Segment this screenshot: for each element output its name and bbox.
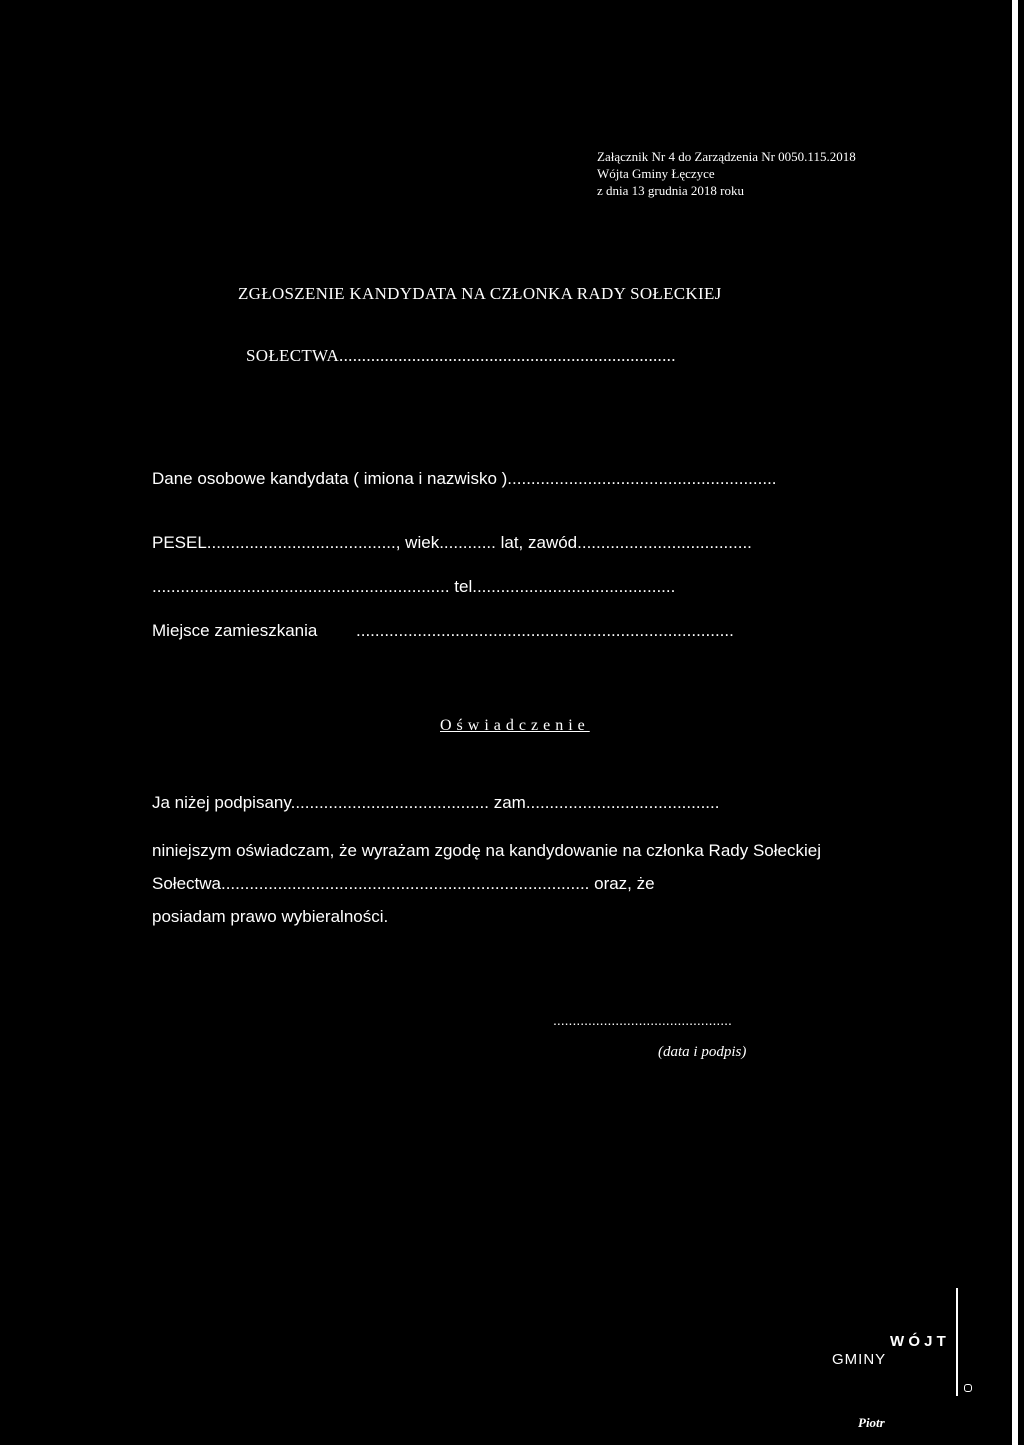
declaration-line-2: niniejszym oświadczam, że wyrażam zgodę na kandydowanie na członka Rady Sołeckiej bbox=[152, 841, 821, 860]
pesel-line: PESEL........................................, wiek............ lat, zawód..................................... bbox=[152, 533, 752, 552]
attachment-note-line1: Załącznik Nr 4 do Zarządzenia Nr 0050.115.2018 bbox=[597, 149, 856, 164]
stamp-mark bbox=[964, 1384, 972, 1392]
stamp-line-2: GMINY bbox=[832, 1351, 887, 1368]
attachment-note-line3: z dnia 13 grudnia 2018 roku bbox=[597, 183, 744, 198]
declaration-line-4: posiadam prawo wybieralności. bbox=[152, 907, 389, 926]
declaration-line-3: Sołectwa.............................................................................. oraz, że bbox=[152, 874, 655, 893]
solectwo-line: SOŁECTWA.......................................................................... bbox=[246, 346, 676, 365]
signature-dots: .............................................. bbox=[553, 1012, 732, 1028]
declaration-line-1: Ja niżej podpisany.......................................... zam......................................... bbox=[152, 793, 720, 812]
phone-line: ............................................................... tel........................................... bbox=[152, 577, 676, 596]
residence-label: Miejsce zamieszkania bbox=[152, 621, 318, 640]
stamp-vertical-rule bbox=[956, 1288, 958, 1396]
scan-edge-right bbox=[1012, 0, 1018, 1445]
declaration-heading: Oświadczenie bbox=[440, 717, 590, 734]
document-title: ZGŁOSZENIE KANDYDATA NA CZŁONKA RADY SOŁECKIEJ bbox=[238, 284, 722, 303]
stamp-line-1: W Ó J T bbox=[890, 1333, 946, 1350]
residence-dots: ................................................................................ bbox=[356, 621, 734, 640]
signature-caption: (data i podpis) bbox=[658, 1044, 747, 1060]
personal-data-line: Dane osobowe kandydata ( imiona i nazwisko )......................................................... bbox=[152, 469, 777, 488]
attachment-note-line2: Wójta Gminy Łęczyce bbox=[597, 166, 715, 181]
stamp-line-3: Piotr bbox=[858, 1415, 885, 1430]
